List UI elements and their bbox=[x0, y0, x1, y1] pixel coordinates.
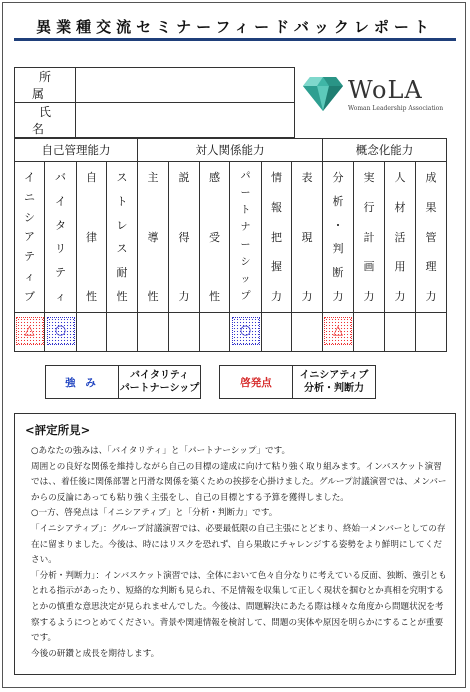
mark-cell bbox=[77, 313, 107, 352]
review-body bbox=[31, 444, 447, 662]
strength-item: パートナーシップ bbox=[119, 383, 200, 394]
affiliation-label: 所属 bbox=[15, 68, 76, 103]
review-paragraph: 今後の研鑽と成長を期待します。 bbox=[31, 648, 160, 659]
category-self-management: 自己管理能力 bbox=[15, 139, 138, 162]
mark-cell bbox=[292, 313, 323, 352]
review-section bbox=[14, 413, 456, 675]
review-paragraph: 「イニシアティブ」：グループ討議演習では、必要最低限の自己主張にとどまり、終始一メンバーとしての存在に留まりました。今後は、時にはリスクを恐れず、自ら果敢にチャレンジする姿勢をより鮮明にしてください。 bbox=[31, 523, 446, 566]
name-label: 氏名 bbox=[15, 103, 76, 138]
triangle-mark-icon: △ bbox=[324, 317, 352, 345]
skill-analysis-judgment: 分 析 ・ 判 断 力 bbox=[323, 162, 354, 313]
mark-cell bbox=[107, 313, 138, 352]
logo-subtitle: Woman Leadership Association bbox=[348, 105, 444, 112]
mark-partnership bbox=[230, 313, 262, 352]
mark-cell bbox=[138, 313, 169, 352]
title-underline bbox=[14, 38, 456, 41]
skill-stress-tolerance: ス ト レ ス 耐 性 bbox=[107, 162, 138, 313]
skill-vitality: バ イ タ リ テ ィ bbox=[45, 162, 77, 313]
name-field[interactable] bbox=[76, 103, 295, 138]
report-title: 異業種交流セミナーフィードバックレポート bbox=[36, 18, 434, 36]
strengths-box bbox=[45, 365, 201, 399]
review-heading: <評定所見> bbox=[25, 423, 91, 437]
skill-results-management: 成 果 管 理 力 bbox=[416, 162, 447, 313]
improvements-list bbox=[292, 366, 375, 398]
review-paragraph: ○あなたの強みは、「バイタリティ」と「パートナーシップ」です。 bbox=[31, 446, 291, 456]
info-table bbox=[14, 67, 295, 138]
mark-initiative bbox=[15, 313, 45, 352]
logo-text: WoLA bbox=[348, 76, 423, 104]
mark-cell bbox=[354, 313, 385, 352]
strengths-label: 強 み bbox=[65, 376, 99, 389]
mark-cell bbox=[200, 313, 230, 352]
skill-talent-utilization: 人 材 活 用 力 bbox=[385, 162, 416, 313]
affiliation-field[interactable] bbox=[76, 68, 295, 103]
mark-vitality bbox=[45, 313, 77, 352]
skill-partnership: パ ー ト ナ ー シ ッ プ bbox=[230, 162, 262, 313]
review-paragraph: 周囲との良好な関係を維持しながら自己の目標の達成に向けて粘り強く取り組みます。インバスケット演習では、、着任後に関係部署と円滑な関係を築くための挨拶を心掛けました。グループ討議演習では、メンバーからの反論にあっても粘り強く主張をし、自己の目標とする予算を獲得しました。 bbox=[31, 461, 447, 503]
strengths-list bbox=[118, 366, 200, 398]
mark-cell bbox=[262, 313, 292, 352]
improvements-box bbox=[219, 365, 376, 399]
strength-item: バイタリティ bbox=[130, 370, 189, 381]
improvements-label: 啓発点 bbox=[240, 376, 272, 389]
improvement-item: 分析・判断力 bbox=[304, 383, 364, 394]
diamond-icon bbox=[302, 73, 344, 113]
wola-logo bbox=[302, 70, 452, 116]
circle-mark-icon: ○ bbox=[47, 317, 75, 345]
skill-persuasion: 説 得 力 bbox=[169, 162, 200, 313]
category-interpersonal: 対人関係能力 bbox=[138, 139, 323, 162]
skill-execution-planning: 実 行 計 画 力 bbox=[354, 162, 385, 313]
triangle-mark-icon: △ bbox=[16, 317, 44, 345]
skill-initiative: イ ニ シ ア テ ィ ブ bbox=[15, 162, 45, 313]
skill-information-gathering: 情 報 把 握 力 bbox=[262, 162, 292, 313]
skills-table bbox=[14, 138, 447, 352]
improvement-item: イニシアティブ bbox=[299, 370, 369, 381]
skill-leadership: 主 導 性 bbox=[138, 162, 169, 313]
mark-cell bbox=[416, 313, 447, 352]
circle-mark-icon: ○ bbox=[232, 317, 260, 345]
review-paragraph: 「分析・判断力」：インバスケット演習では、全体において色々自分なりに考えている反面、独断、強引ともとれる指示があったり、短絡的な判断も見られ、不足情報を収集して正しく現状を掴むとか真相を究明するとかの慎重な意思決定が見られませんでした。今後は、問題解決にあたる際は様々な角度から問題状況を考察するようにつとめてください。背景や関連情報を検討して、問題の実体や原因を明らかにすることが重要です。 bbox=[31, 570, 447, 644]
skill-sensitivity: 感 受 性 bbox=[200, 162, 230, 313]
mark-cell bbox=[169, 313, 200, 352]
review-paragraph: ○一方、啓発点は「イニシアティブ」と「分析・判断力」です。 bbox=[31, 508, 278, 519]
mark-cell bbox=[385, 313, 416, 352]
category-conceptual: 概念化能力 bbox=[323, 139, 447, 162]
skill-autonomy: 自 律 性 bbox=[77, 162, 107, 313]
mark-analysis-judgment bbox=[323, 313, 354, 352]
skill-expression: 表 現 力 bbox=[292, 162, 323, 313]
